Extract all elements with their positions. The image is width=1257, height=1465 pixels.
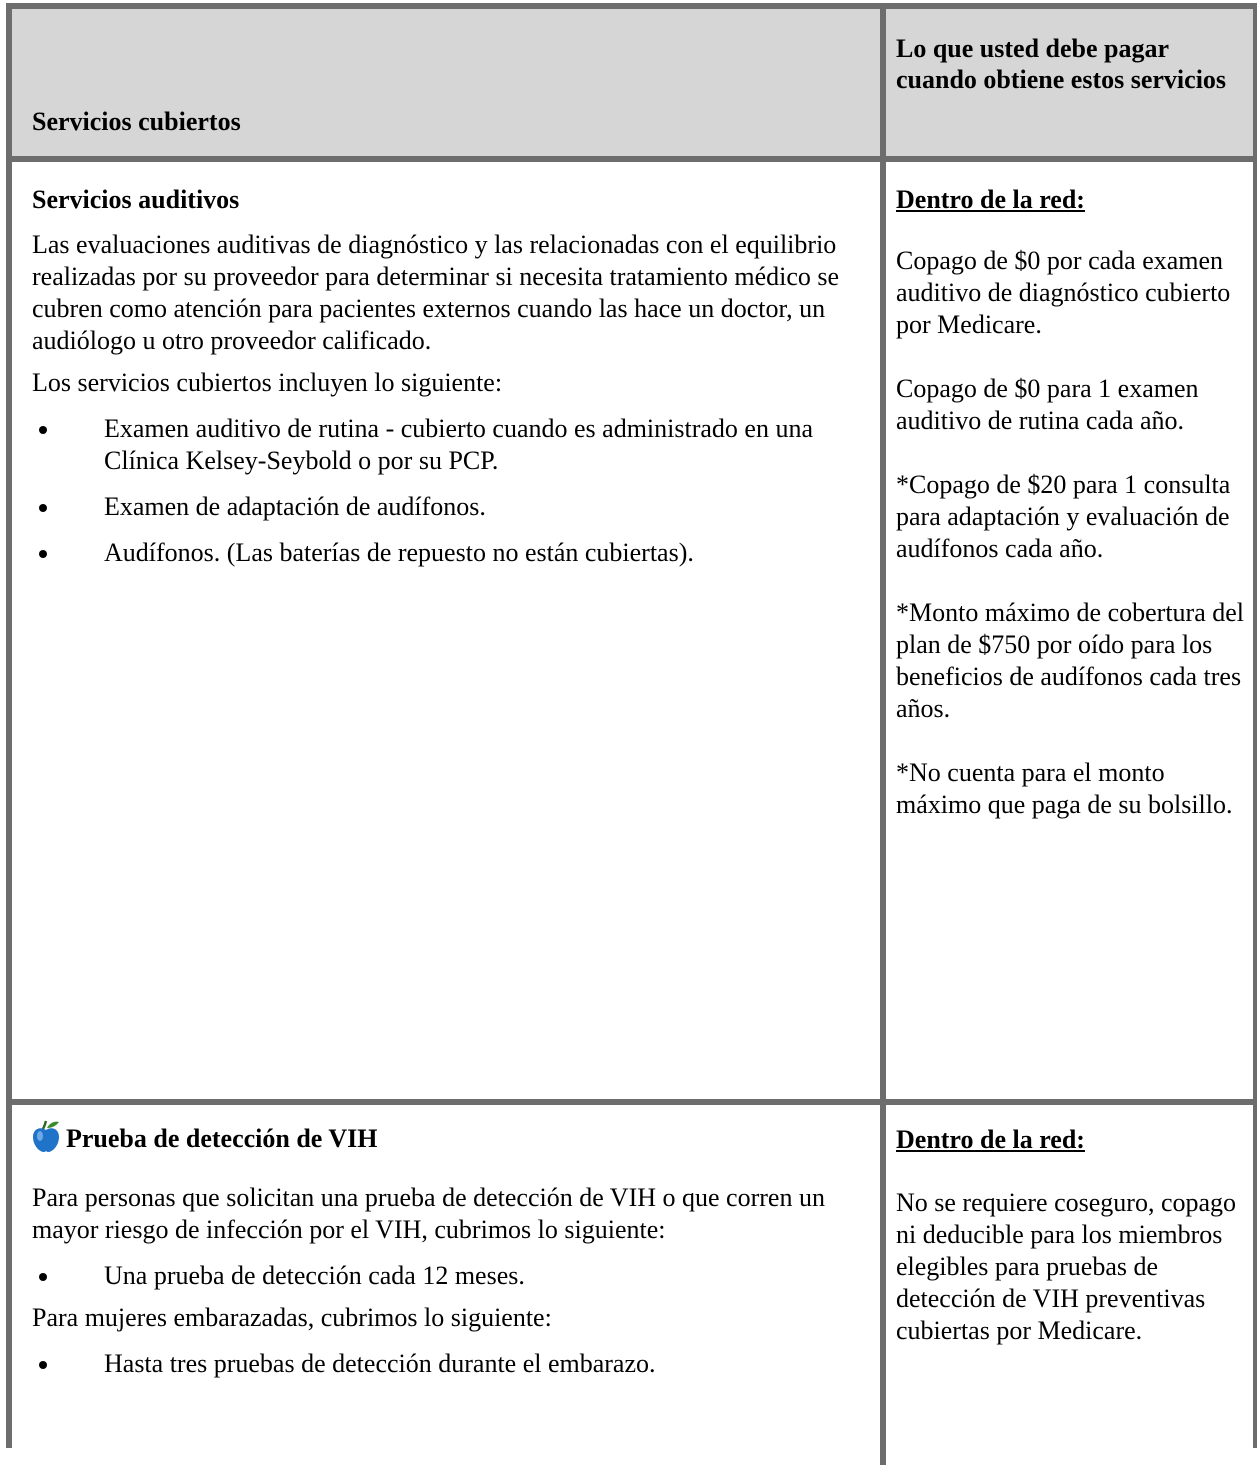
list-item: Examen de adaptación de audífonos. — [32, 491, 870, 523]
hearing-intro: Las evaluaciones auditivas de diagnóstico y las relacionadas con el equilibrio realizadas por su proveedor para determinar si necesita tratamiento médico se cubren como atención para pacientes externos cuando las hace un doctor, un audiólogo u otro proveedor calificado. — [32, 230, 840, 355]
list-item: Examen auditivo de rutina - cubierto cuando es administrado en una Clínica Kelsey-Seybold o por su PCP. — [32, 413, 870, 477]
pregnant-intro: Para mujeres embarazadas, cubrimos lo siguiente: — [32, 1303, 552, 1332]
hiv-title: Prueba de detección de VIH — [66, 1124, 378, 1153]
list-item: Audífonos. (Las baterías de repuesto no están cubiertas). — [32, 537, 870, 569]
hearing-services-cell — [32, 185, 870, 569]
hiv-intro: Para personas que solicitan una prueba de detección de VIH o que corren un mayor riesgo de infección por el VIH, cubrimos lo siguiente: — [32, 1183, 825, 1244]
cost-item: *Copago de $20 para 1 consulta para adaptación y evaluación de audífonos cada año. — [896, 470, 1231, 563]
cost-item: No se requiere coseguro, copago ni deducible para los miembros elegibles para pruebas de detección de VIH preventivas cubiertas por Medicare. — [896, 1188, 1237, 1345]
in-network-label: Dentro de la red: — [896, 185, 1085, 214]
cost-item: *No cuenta para el monto máximo que paga de su bolsillo. — [896, 758, 1233, 819]
cost-item: *Monto máximo de cobertura del plan de $750 por oído para los beneficios de audífonos cada tres años. — [896, 598, 1245, 723]
benefits-table — [6, 3, 1257, 1448]
header-what-you-pay: Lo que usted debe pagar cuando obtiene estos servicios — [896, 34, 1227, 94]
table-row-hearing — [12, 162, 1253, 1099]
in-network-label: Dentro de la red: — [896, 1125, 1085, 1154]
table-header — [12, 9, 1253, 162]
list-item: Hasta tres pruebas de detección durante el embarazo. — [32, 1348, 870, 1380]
hiv-title-row — [32, 1119, 870, 1160]
cost-item: Copago de $0 por cada examen auditivo de diagnóstico cubierto por Medicare. — [896, 246, 1231, 339]
covered-intro: Los servicios cubiertos incluyen lo siguiente: — [32, 368, 503, 397]
hiv-services-cell — [32, 1119, 870, 1380]
hiv-cost-cell — [896, 1125, 1251, 1347]
list-item: Una prueba de detección cada 12 meses. — [32, 1260, 870, 1292]
table-row-hiv — [12, 1105, 1253, 1465]
header-covered-services: Servicios cubiertos — [32, 107, 241, 136]
hearing-cost-cell — [896, 185, 1251, 821]
apple-icon — [32, 1119, 60, 1160]
column-divider — [880, 9, 886, 156]
cost-item: Copago de $0 para 1 examen auditivo de rutina cada año. — [896, 374, 1199, 435]
hearing-title: Servicios auditivos — [32, 185, 240, 214]
